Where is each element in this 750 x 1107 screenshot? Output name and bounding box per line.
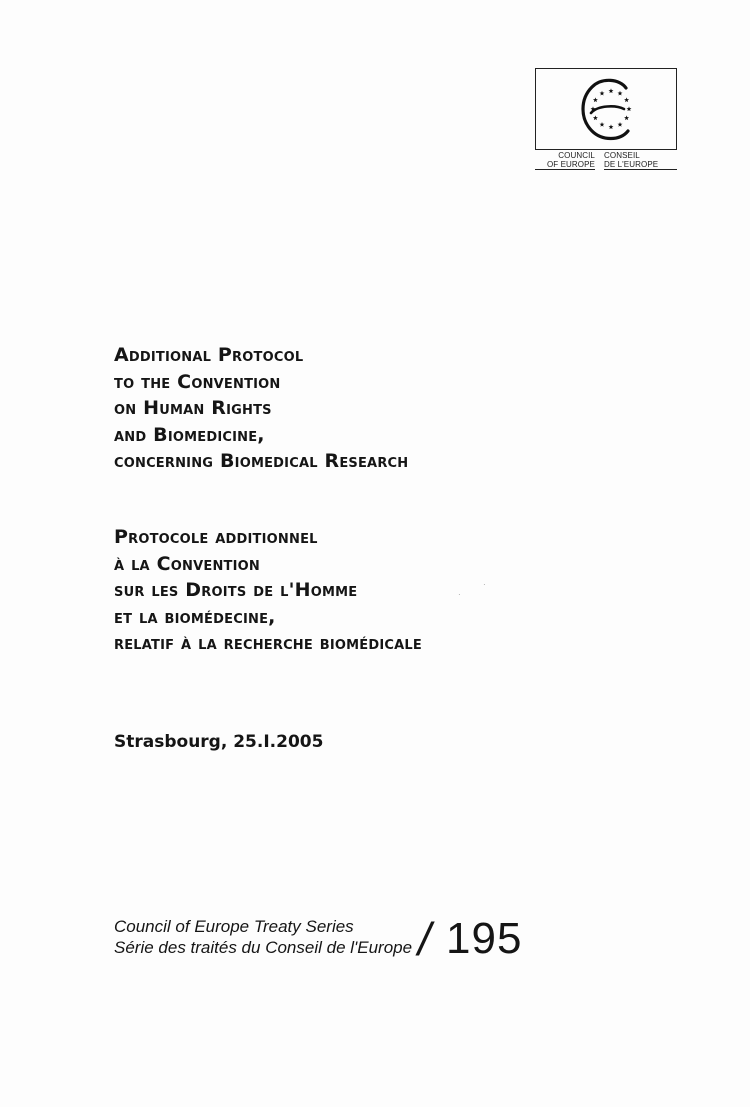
- logo-caption-en-line-1: COUNCIL: [558, 151, 595, 160]
- title-fr-line-4: et la biomédecine,: [114, 605, 276, 628]
- title-fr-line-2: à la Convention: [114, 552, 260, 575]
- treaty-series-name: [114, 916, 412, 958]
- title-en-line-3: on Human Rights: [114, 397, 272, 419]
- emblem-star-icon: [618, 91, 623, 96]
- logo-caption-fr-line-2: DE L'EUROPE: [604, 160, 677, 170]
- logo-caption-fr-line-1: CONSEIL: [604, 151, 640, 160]
- treaty-series-name-en: Council of Europe Treaty Series: [114, 917, 354, 936]
- emblem-star-icon: [609, 124, 614, 129]
- title-fr-line-3: sur les Droits de l'Homme: [114, 579, 358, 601]
- scan-speck: ·: [483, 580, 486, 589]
- title-fr-line-1: Protocole additionnel: [114, 526, 318, 548]
- logo-caption-en-line-2: OF EUROPE: [535, 160, 595, 170]
- logo-caption-fr: [601, 151, 677, 170]
- scan-speck: ·: [458, 590, 461, 599]
- emblem-star-icon: [609, 88, 614, 93]
- place-and-date: Strasbourg, 25.I.2005: [114, 732, 324, 752]
- logo-caption: [535, 151, 677, 170]
- series-slash: /: [418, 913, 431, 965]
- title-fr-line-5: relatif à la recherche biomédicale: [114, 632, 422, 654]
- logo-caption-en: [535, 151, 601, 170]
- council-of-europe-emblem-icon: [536, 69, 678, 151]
- emblem-star-icon: [593, 97, 598, 102]
- title-french: [114, 524, 422, 657]
- emblem-star-icon: [627, 106, 632, 111]
- emblem-star-icon: [618, 122, 623, 127]
- title-english: [114, 342, 408, 475]
- treaty-series-name-fr: Série des traités du Conseil de l'Europe: [114, 938, 413, 957]
- title-en-line-4: and Biomedicine,: [114, 423, 265, 446]
- emblem-star-icon: [624, 97, 629, 102]
- title-en-line-5: concerning Biomedical Research: [114, 450, 409, 472]
- emblem-star-icon: [624, 115, 629, 120]
- emblem-star-icon: [593, 115, 598, 120]
- emblem-star-icon: [600, 91, 605, 96]
- title-en-line-1: Additional Protocol: [114, 344, 304, 366]
- council-of-europe-logo: [535, 68, 677, 150]
- title-en-line-2: to the Convention: [114, 370, 281, 393]
- emblem-star-icon: [600, 122, 605, 127]
- treaty-number: 195: [446, 914, 523, 963]
